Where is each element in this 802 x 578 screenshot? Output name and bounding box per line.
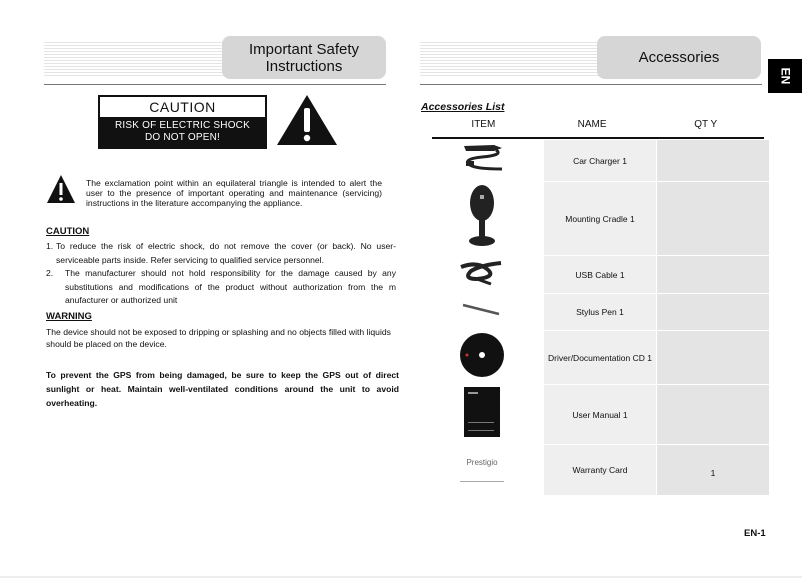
caution-item-num: 1. [46,241,54,251]
caution-label-line2: DO NOT OPEN! [144,132,220,143]
item-name: USB Cable 1 [544,256,656,293]
item-name: User Manual 1 [544,385,656,444]
caution-item-text: To reduce the risk of electric shock, do not remove the cover (or back). No user-serviceable parts inside. Refer servicing to qualified service personnel. [56,241,396,265]
caution-list [46,240,396,308]
accessories-table [420,139,770,496]
item-name: Driver/Documentation CD 1 [544,331,656,384]
header-tab-accessories [597,36,761,79]
table-row [421,294,769,330]
stylus-pen-icon [461,302,503,318]
table-row [421,445,769,495]
header-stripes-left [44,42,229,78]
language-tab [768,59,802,93]
warning-triangle-icon [276,94,338,146]
caution-label-line1: RISK OF ELECTRIC SHOCK [115,120,250,131]
item-qty [657,256,769,293]
table-header [432,119,762,130]
item-name: Car Charger 1 [544,140,656,181]
item-qty [657,331,769,384]
item-qty: 1 [657,445,769,495]
caution-item [46,267,396,308]
item-qty [657,182,769,255]
header-tab-title: Accessories [638,49,720,66]
item-qty [657,385,769,444]
warranty-brand: Prestigio [466,458,498,467]
header-tab-line2: Instructions [265,57,343,75]
column-name: NAME [577,119,607,130]
caution-label-title: CAUTION [100,97,265,117]
item-name: Warranty Card [544,445,656,495]
header-tab-safety [222,36,386,79]
header-rule-right [420,84,762,85]
mounting-cradle-icon [462,183,502,249]
caution-item [46,240,396,267]
item-name: Stylus Pen 1 [544,294,656,330]
item-qty [657,140,769,181]
warning-text: The device should not be exposed to dripping or splashing and no objects filled with liquids should be placed on the device. [46,327,391,349]
table-row [421,256,769,293]
column-qty: QT Y [694,119,718,130]
item-qty [657,294,769,330]
caution-heading: CAUTION [46,226,90,237]
accessories-list-title: Accessories List [421,101,505,113]
item-name: Mounting Cradle 1 [544,182,656,255]
gps-note: To prevent the GPS from being damaged, be sure to keep the GPS out of direct sunlight or heat. Maintain well-ventilated conditions around the unit to avoid overheating. [46,370,399,408]
small-warning-triangle-icon [46,174,76,204]
table-row [421,182,769,255]
user-manual-icon [462,386,502,438]
car-charger-icon [452,141,512,175]
header-tab-line1: Important Safety [248,40,360,58]
warning-heading: WARNING [46,311,92,322]
table-row [421,140,769,181]
table-row [421,385,769,444]
triangle-note: The exclamation point within an equilateral triangle is intended to alert the user to the presence of important operating and maintenance (servicing) instructions in the literature accompanying the appliance. [86,178,382,208]
table-row [421,331,769,384]
caution-item-num: 2. [46,268,54,278]
caution-label [98,95,267,149]
header-rule-left [44,84,386,85]
cd-icon [459,332,505,378]
caution-item-text: The manufacturer should not hold responsibility for the damage caused by any substitutions and modifications of the product without authorization from the m anufacturer or authorized unit [65,268,396,305]
usb-cable-icon [457,257,507,287]
header-stripes-right [420,42,605,78]
page-number: EN-1 [744,528,766,539]
warranty-card-icon [421,445,543,495]
column-item: ITEM [471,119,496,130]
language-tab-label: EN [777,67,792,85]
